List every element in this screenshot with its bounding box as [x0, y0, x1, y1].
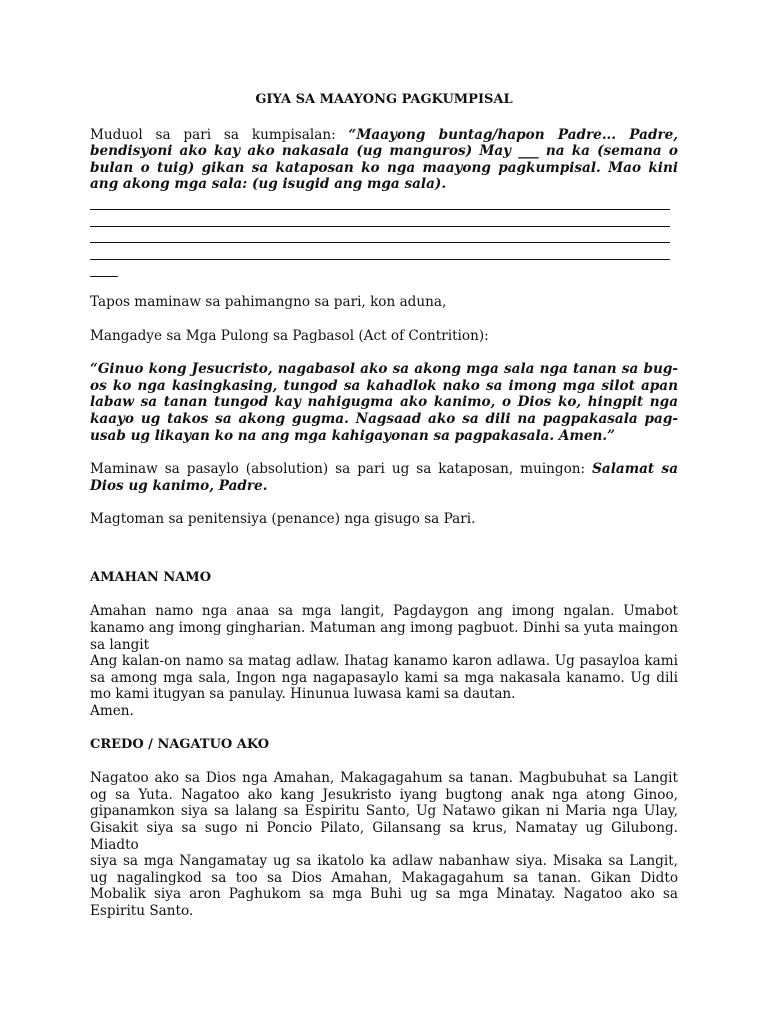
- after-confession-text: Tapos maminaw sa pahimangno sa pari, kon aduna,: [90, 293, 447, 310]
- intro-paragraph: [90, 127, 678, 193]
- penance-text: Magtoman sa penitensiya (penance) nga gisugo sa Pari.: [90, 511, 476, 528]
- document-title: GIYA SA MAAYONG PAGKUMPISAL: [255, 92, 513, 107]
- writing-line: [90, 260, 118, 277]
- credo-text-1: Nagatoo ako sa Dios nga Amahan, Makagagahum sa tanan. Magbubuhat sa Langit og sa Yuta. Nagatoo ako kang Jesukristo iyang bugtong anak nga atong Ginoo, gipanamkon siya sa lalang sa Espiritu Santo, Ug Natawo gikan ni Maria nga Ulay, Gisakit siya sa sugo ni Poncio Pilato, Gilansang sa krus, Namatay ug Gilubong. Miadto: [90, 770, 678, 853]
- amahan-namo-text-1: Amahan namo nga anaa sa mga langit, Pagdaygon ang imong ngalan. Umabot kanamo ang imong gingharian. Matuman ang imong pagbuot. Dinhi sa yuta maingon sa langit: [90, 603, 678, 653]
- amahan-namo-heading: AMAHAN NAMO: [90, 569, 212, 585]
- writing-line: [90, 193, 670, 210]
- absolution-paragraph: [90, 461, 678, 494]
- amahan-namo-text-3: Amen.: [90, 703, 134, 720]
- absolution-lead: Maminaw sa pasaylo (absolution) sa pari ug sa kataposan, muingon:: [90, 461, 593, 478]
- writing-line: [90, 243, 670, 260]
- intro-quote: “Maayong buntag/hapon Padre... Padre, bendisyoni ako kay ako nakasala (ug manguros) May ___ na ka (semana o bulan o tuig) gikan sa kataposan ko nga maayong pagkumpisal. Mao kini ang akong mga sala: (ug isugid ang mga sala).: [90, 126, 678, 193]
- credo-text-2: siya sa mga Nangamatay ug sa ikatolo ka adlaw nabanhaw siya. Misaka sa Langit, ug nagalingkod sa too sa Dios Amahan, Makagagahum sa tanan. Gikan Didto Mobalik siya aron Paghukom sa mga Buhi ug sa mga Minatay. Nagatoo ako sa Espiritu Santo.: [90, 853, 678, 919]
- writing-line: [90, 210, 670, 227]
- writing-line: [90, 227, 670, 244]
- sins-writing-lines: [90, 193, 678, 277]
- intro-lead: Muduol sa pari sa kumpisalan:: [90, 126, 349, 143]
- amahan-namo-text-2: Ang kalan-on namo sa matag adlaw. Ihatag kanamo karon adlawa. Ug pasayloa kami sa among mga sala, Ingon nga nagapasaylo kami sa mga nakasala kanamo. Ug dili mo kami itugyan sa panulay. Hinunua luwasa kami sa dautan.: [90, 653, 678, 703]
- credo-heading: CREDO / NAGATUO AKO: [90, 736, 270, 752]
- act-intro-text: Mangadye sa Mga Pulong sa Pagbasol (Act of Contrition):: [90, 327, 489, 344]
- act-of-contrition-prayer: “Ginuo kong Jesucristo, nagabasol ako sa akong mga sala nga tanan sa bug-os ko nga kasingkasing, tungod sa kahadlok nako sa imong mga silot apan labaw sa tanan tungod kay nahigugma ako kanimo, o Dios ko, hingpit nga kaayo ug takos sa akong gugma. Nagsaad ako sa dili na pagpakasala pag-usab ug likayan ko na ang mga kahigayonan sa pagpakasala. Amen.”: [90, 361, 678, 444]
- absolution-reply: Salamat sa Dios ug kanimo, Padre.: [90, 461, 679, 494]
